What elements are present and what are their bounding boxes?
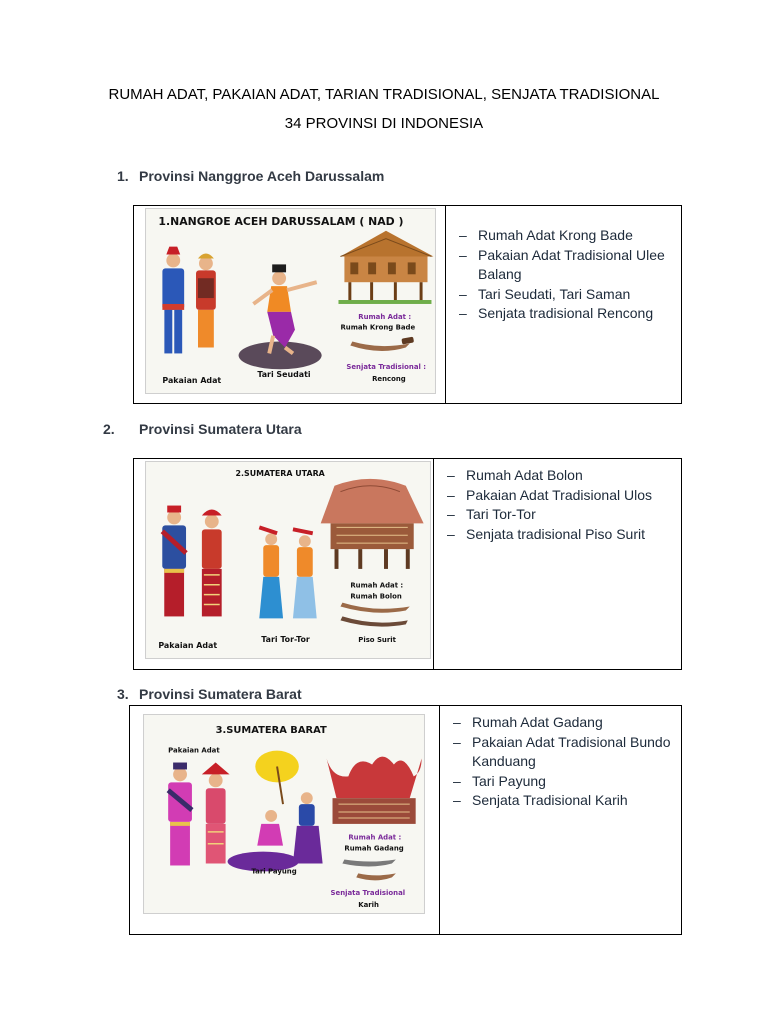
list-item: – Rumah Adat Gadang	[453, 714, 603, 730]
province-info-list-2	[435, 466, 679, 544]
table-divider	[433, 459, 434, 669]
label-pakaian-adat: Pakaian Adat	[162, 376, 222, 386]
list-item: – Senjata tradisional Rencong	[459, 305, 654, 322]
list-item: – Pakaian Adat Tradisional Ulee Balang	[459, 246, 665, 283]
province-number: 1.	[117, 168, 129, 184]
illustration-title: 2.SUMATERA UTARA	[235, 468, 325, 478]
illustration-title: 3.SUMATERA BARAT	[215, 724, 327, 736]
province-number: 2.	[103, 421, 115, 437]
province-name: Provinsi Nanggroe Aceh Darussalam	[139, 168, 385, 184]
label-senjata: Karih	[358, 901, 379, 910]
province-info-list-3	[441, 713, 679, 811]
document-subtitle: 34 PROVINSI DI INDONESIA	[284, 115, 484, 132]
table-divider	[439, 706, 440, 934]
list-item: – Tari Tor-Tor	[447, 506, 536, 523]
province-name: Provinsi Sumatera Utara	[139, 421, 302, 437]
list-item: – Tari Seudati, Tari Saman	[459, 285, 631, 302]
province-heading-2	[103, 421, 423, 441]
table-divider	[445, 206, 446, 403]
document-title: RUMAH ADAT, PAKAIAN ADAT, TARIAN TRADISIONAL, SENJATA TRADISIONAL	[108, 86, 660, 103]
label-rumah-head: Rumah Adat :	[358, 312, 412, 321]
label-rumah-head: Rumah Adat :	[350, 581, 404, 590]
list-item: – Pakaian Adat Tradisional Ulos	[447, 486, 652, 503]
province-table-3	[129, 705, 682, 935]
label-tari: Tari Seudati	[257, 370, 311, 380]
province-illustration-3	[143, 714, 425, 914]
province-illustration-1	[145, 208, 436, 394]
label-tari: Tari Payung	[251, 867, 297, 876]
label-senjata-head: Senjata Tradisional	[330, 889, 406, 898]
province-name: Provinsi Sumatera Barat	[139, 686, 302, 702]
label-senjata: Rencong	[372, 375, 406, 384]
province-number: 3.	[117, 686, 129, 702]
province-table-2	[133, 458, 682, 670]
list-item: – Rumah Adat Bolon	[447, 467, 583, 483]
list-item: – Senjata tradisional Piso Surit	[447, 525, 645, 542]
province-info-list-1	[447, 226, 679, 324]
province-illustration-2	[145, 461, 431, 659]
label-senjata-head: Senjata Tradisional :	[346, 363, 427, 372]
list-item: – Senjata Tradisional Karih	[453, 792, 628, 809]
list-item: – Rumah Adat Krong Bade	[459, 227, 633, 243]
label-rumah-head: Rumah Adat :	[348, 833, 402, 842]
list-item: – Pakaian Adat Tradisional Bundo Kanduang	[453, 733, 671, 770]
label-senjata: Piso Surit	[358, 636, 396, 645]
list-item: – Tari Payung	[453, 772, 546, 789]
label-rumah: Rumah Gadang	[344, 844, 404, 853]
label-rumah: Rumah Bolon	[350, 592, 402, 601]
label-pakaian-adat: Pakaian Adat	[158, 641, 218, 651]
label-tari: Tari Tor-Tor	[261, 635, 310, 645]
province-heading-3	[117, 686, 437, 706]
province-table-1	[133, 205, 682, 404]
province-heading-1	[117, 168, 437, 188]
label-pakaian-adat: Pakaian Adat	[168, 746, 220, 755]
illustration-title: 1.NANGROE ACEH DARUSSALAM ( NAD )	[158, 214, 404, 228]
label-rumah: Rumah Krong Bade	[340, 323, 416, 332]
